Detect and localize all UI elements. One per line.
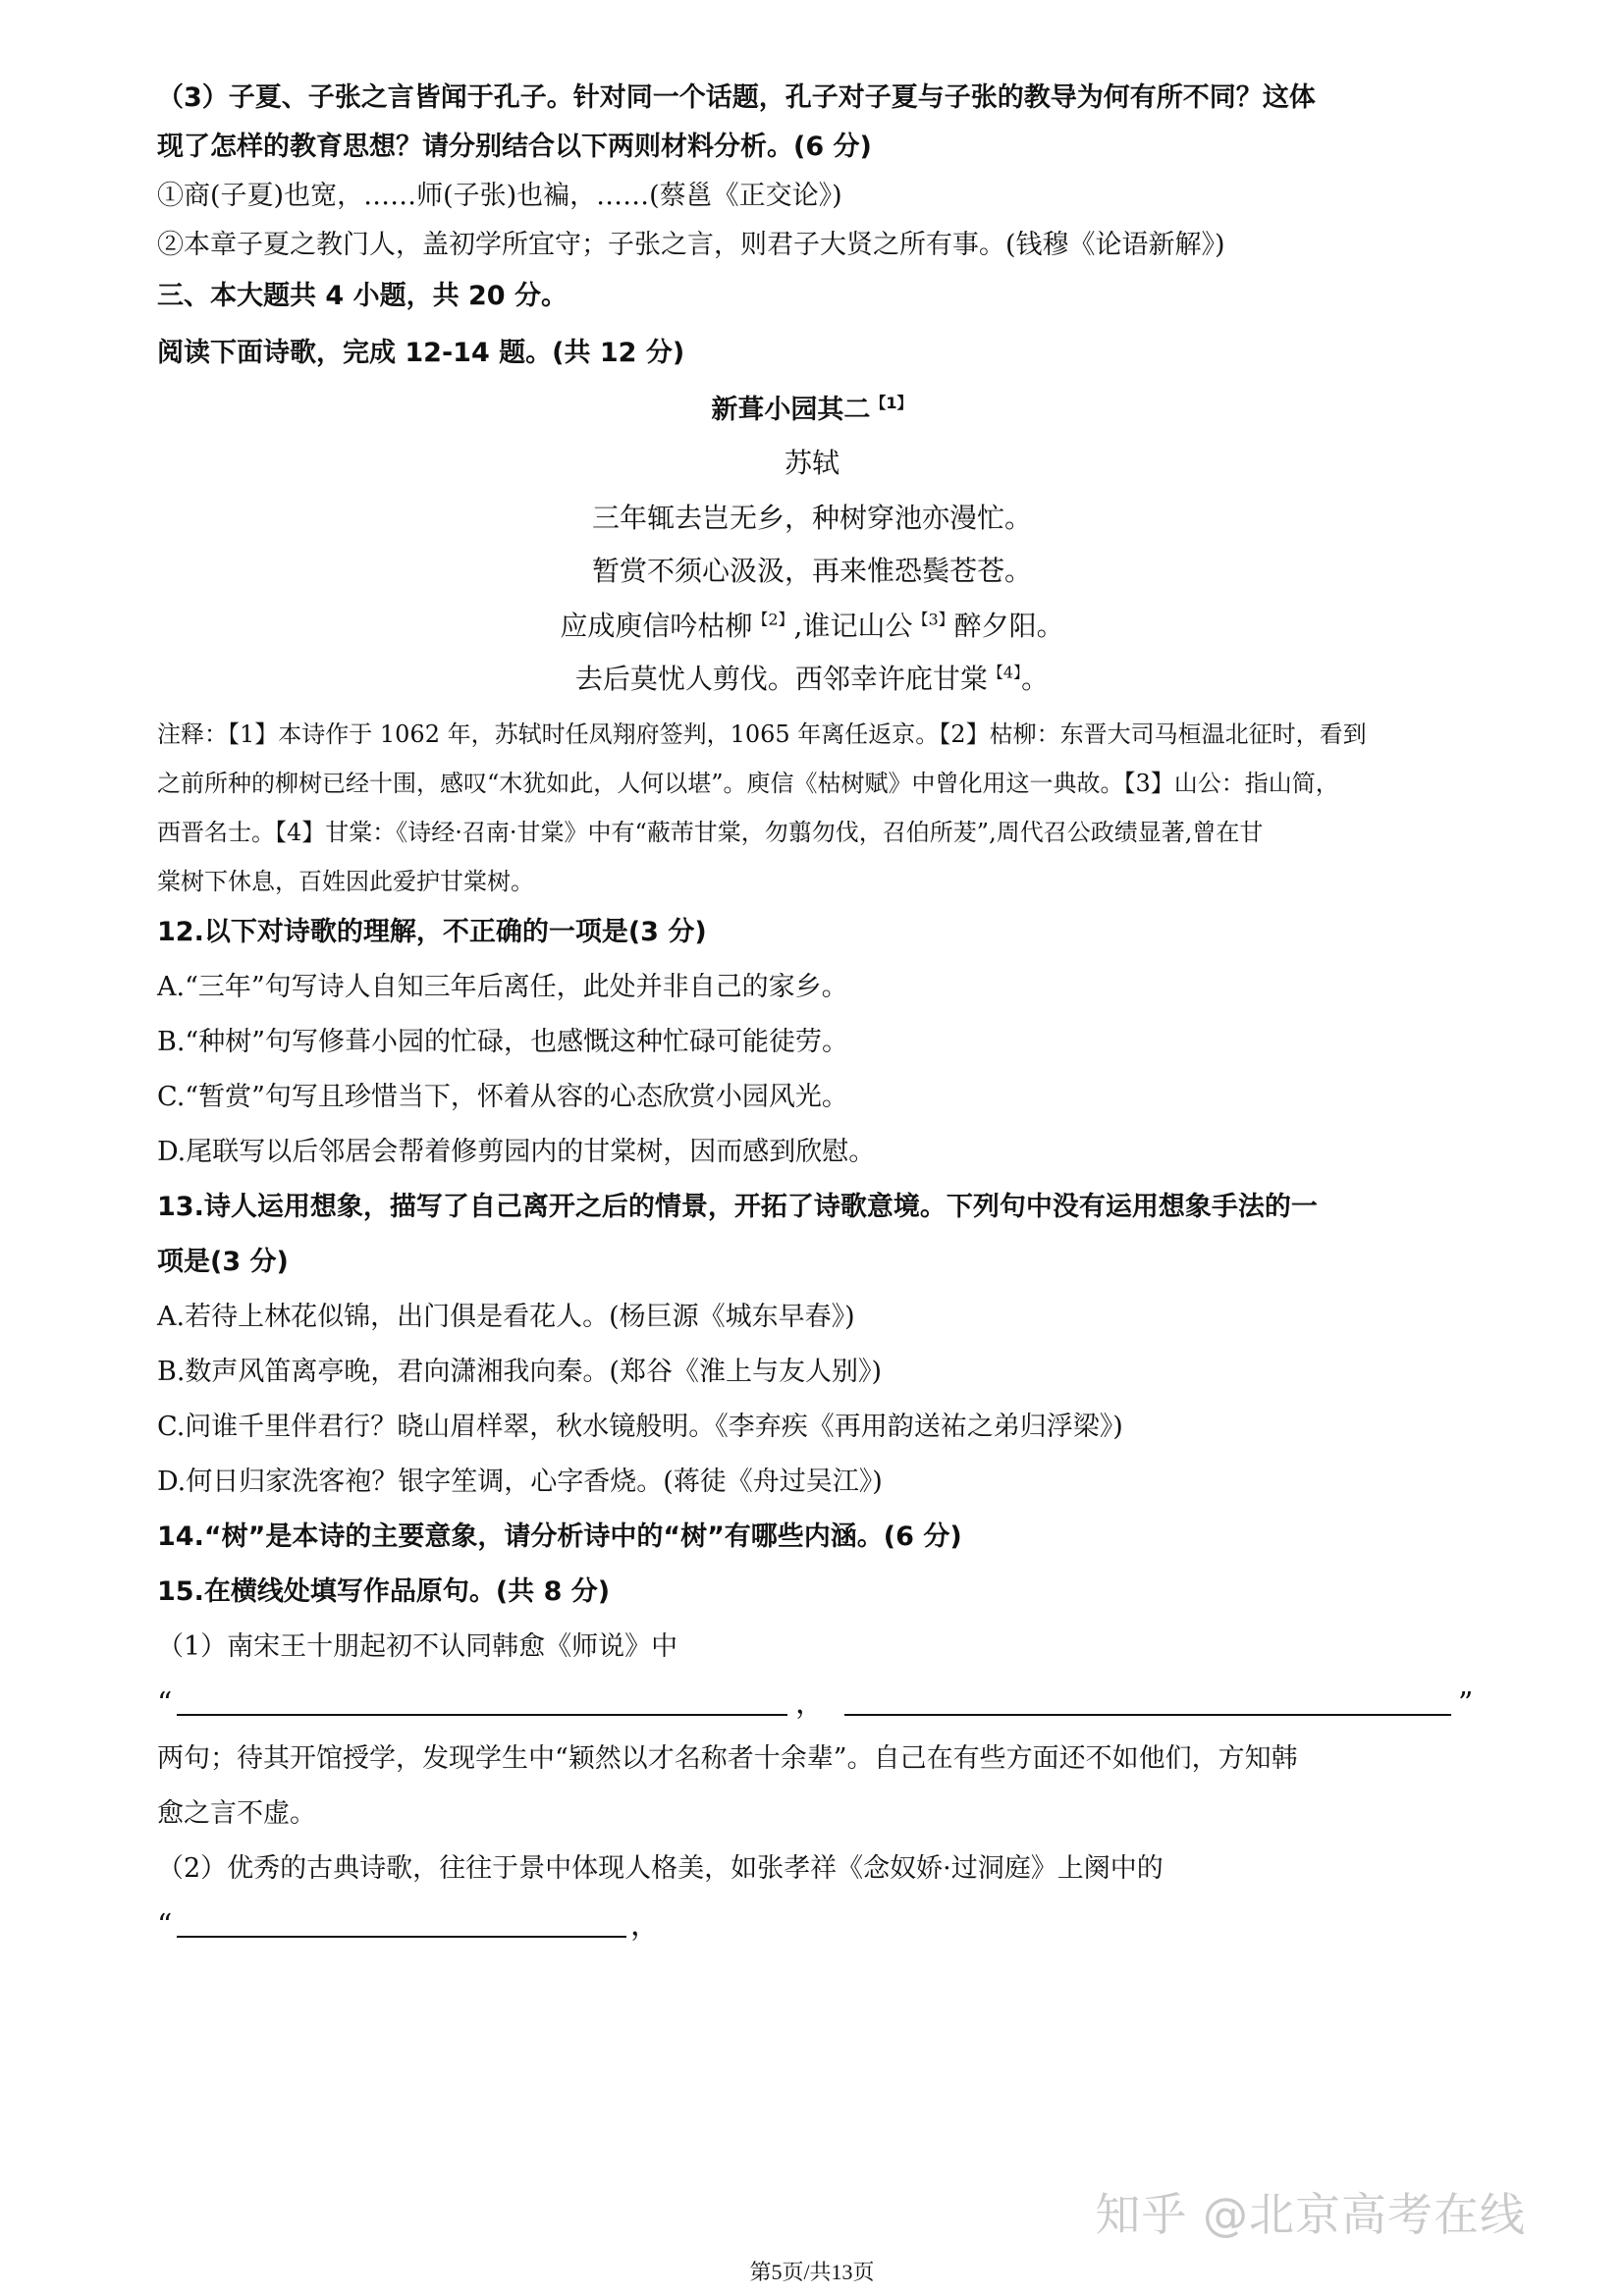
section-intro: 阅读下面诗歌，完成 12-14 题。(共 12 分): [157, 338, 685, 368]
q15-part1-after-1: 两句；待其开馆授学，发现学生中“颖然以才名称者十余辈”。自己在有些方面还不如他们，方知韩: [157, 1743, 1298, 1774]
poem-line-3-c: 醉夕阳。: [953, 610, 1064, 642]
poem-line-4: [0, 660, 1624, 699]
q13-stem-1: 13.诗人运用想象，描写了自己离开之后的情景，开拓了诗歌意境。下列句中没有运用想象手法的一: [157, 1192, 1318, 1222]
poem-title: 新葺小园其二: [711, 395, 871, 425]
poem-note-2: 【2】: [752, 610, 794, 629]
notes-line-1: 注释：【1】本诗作于 1062 年，苏轼时任凤翔府签判，1065 年离任返京。【2】枯柳：东晋大司马桓温北征时，看到: [157, 721, 1367, 748]
poem-line-4-b: 。: [1021, 663, 1050, 695]
q15-part2: （2）优秀的古典诗歌，往往于景中体现人格美，如张孝祥《念奴娇·过洞庭》上阕中的: [157, 1853, 1164, 1884]
q11-3-line1: （3）子夏、子张之言皆闻于孔子。针对同一个话题，孔子对子夏与子张的教导为何有所不同？这体: [157, 82, 1316, 113]
section-heading: 三、本大题共 4 小题，共 20 分。: [157, 281, 568, 311]
material-2: ②本章子夏之教门人，盖初学所宜守；子张之言，则君子大贤之所有事。(钱穆《论语新解》): [157, 230, 1225, 260]
poem-author: 苏轼: [784, 447, 839, 479]
poem-title-note: 【1】: [870, 394, 913, 412]
q13-option-b: B.数声风笛离亭晚，君向潇湘我向秦。(郑谷《淮上与友人别》): [157, 1357, 882, 1387]
q15-part1: （1）南宋王十朋起初不认同韩愈《师说》中: [157, 1631, 678, 1662]
q13-option-d: D.何日归家洗客袍？银字笙调，心字香烧。(蒋徒《舟过吴江》): [157, 1467, 883, 1497]
poem-line-3-a: 应成庾信吟枯柳: [560, 610, 753, 642]
q15-stem: 15.在横线处填写作品原句。(共 8 分): [157, 1576, 611, 1607]
poem-line-3-b: ,谁记山公: [793, 610, 913, 642]
fill-blank-1[interactable]: [177, 1714, 787, 1716]
poem-line-1: 三年辄去岂无乡，种树穿池亦漫忙。: [591, 502, 1032, 534]
q12-option-a: A.“三年”句写诗人自知三年后离任，此处并非自己的家乡。: [157, 972, 848, 1002]
blank-comma: ，: [795, 1686, 825, 1721]
blank-comma-2: ，: [630, 1908, 660, 1943]
q12-option-d: D.尾联写以后邻居会帮着修剪园内的甘棠树，因而感到欣慰。: [157, 1137, 876, 1167]
q13-stem-2: 项是(3 分): [157, 1247, 289, 1277]
q15-part2-blanks: [157, 1906, 1487, 1946]
notes-line-4: 棠树下休息，百姓因此爱护甘棠树。: [157, 868, 534, 895]
q15-part1-blanks: [157, 1684, 1487, 1724]
poem-line-4-a: 去后莫忧人剪伐。西邻幸许庇甘棠: [574, 663, 988, 695]
poem-line-2: 暂赏不须心汲汲，再来惟恐鬓苍苍。: [591, 555, 1032, 587]
poem-note-3: 【3】: [912, 610, 954, 629]
open-quote-2: “: [157, 1908, 173, 1943]
fill-blank-2[interactable]: [844, 1714, 1451, 1716]
open-quote: “: [157, 1686, 173, 1721]
material-1: ①商(子夏)也宽，……师(子张)也褊，……(蔡邕《正交论》): [157, 181, 842, 211]
notes-line-2: 之前所种的柳树已经十围，感叹“木犹如此，人何以堪”。庾信《枯树赋》中曾化用这一典故。【3】山公：指山简，: [157, 770, 1339, 797]
page-footer: 第5页/共13页: [749, 2260, 875, 2284]
q12-stem: 12.以下对诗歌的理解，不正确的一项是(3 分): [157, 917, 707, 947]
q13-option-a: A.若待上林花似锦，出门俱是看花人。(杨巨源《城东早春》): [157, 1302, 855, 1332]
q15-part1-after-2: 愈之言不虚。: [157, 1798, 316, 1829]
q14-stem: 14.“树”是本诗的主要意象，请分析诗中的“树”有哪些内涵。(6 分): [157, 1522, 962, 1552]
poem-line-3: [0, 607, 1624, 646]
poem-title-row: [0, 391, 1624, 430]
q13-option-c: C.问谁千里伴君行？晓山眉样翠，秋水镜般明。《李弃疾《再用韵送祐之弟归浮梁》): [157, 1412, 1123, 1442]
close-quote: ”: [1458, 1686, 1474, 1721]
fill-blank-3[interactable]: [177, 1936, 626, 1938]
q12-option-b: B.“种树”句写修葺小园的忙碌，也感慨这种忙碌可能徒劳。: [157, 1027, 849, 1057]
q12-option-c: C.“暂赏”句写且珍惜当下，怀着从容的心态欣赏小园风光。: [157, 1082, 848, 1112]
zhihu-watermark: 知乎 @北京高考在线: [1095, 2188, 1526, 2241]
q11-3-line2: 现了怎样的教育思想？请分别结合以下两则材料分析。(6 分): [157, 132, 872, 162]
poem-note-4: 【4】: [987, 663, 1022, 682]
notes-line-3: 西晋名士。【4】甘棠：《诗经·召南·甘棠》中有“蔽芾甘棠，勿翦勿伐，召伯所茇”,周代召公政绩显著,曾在甘: [157, 819, 1264, 846]
